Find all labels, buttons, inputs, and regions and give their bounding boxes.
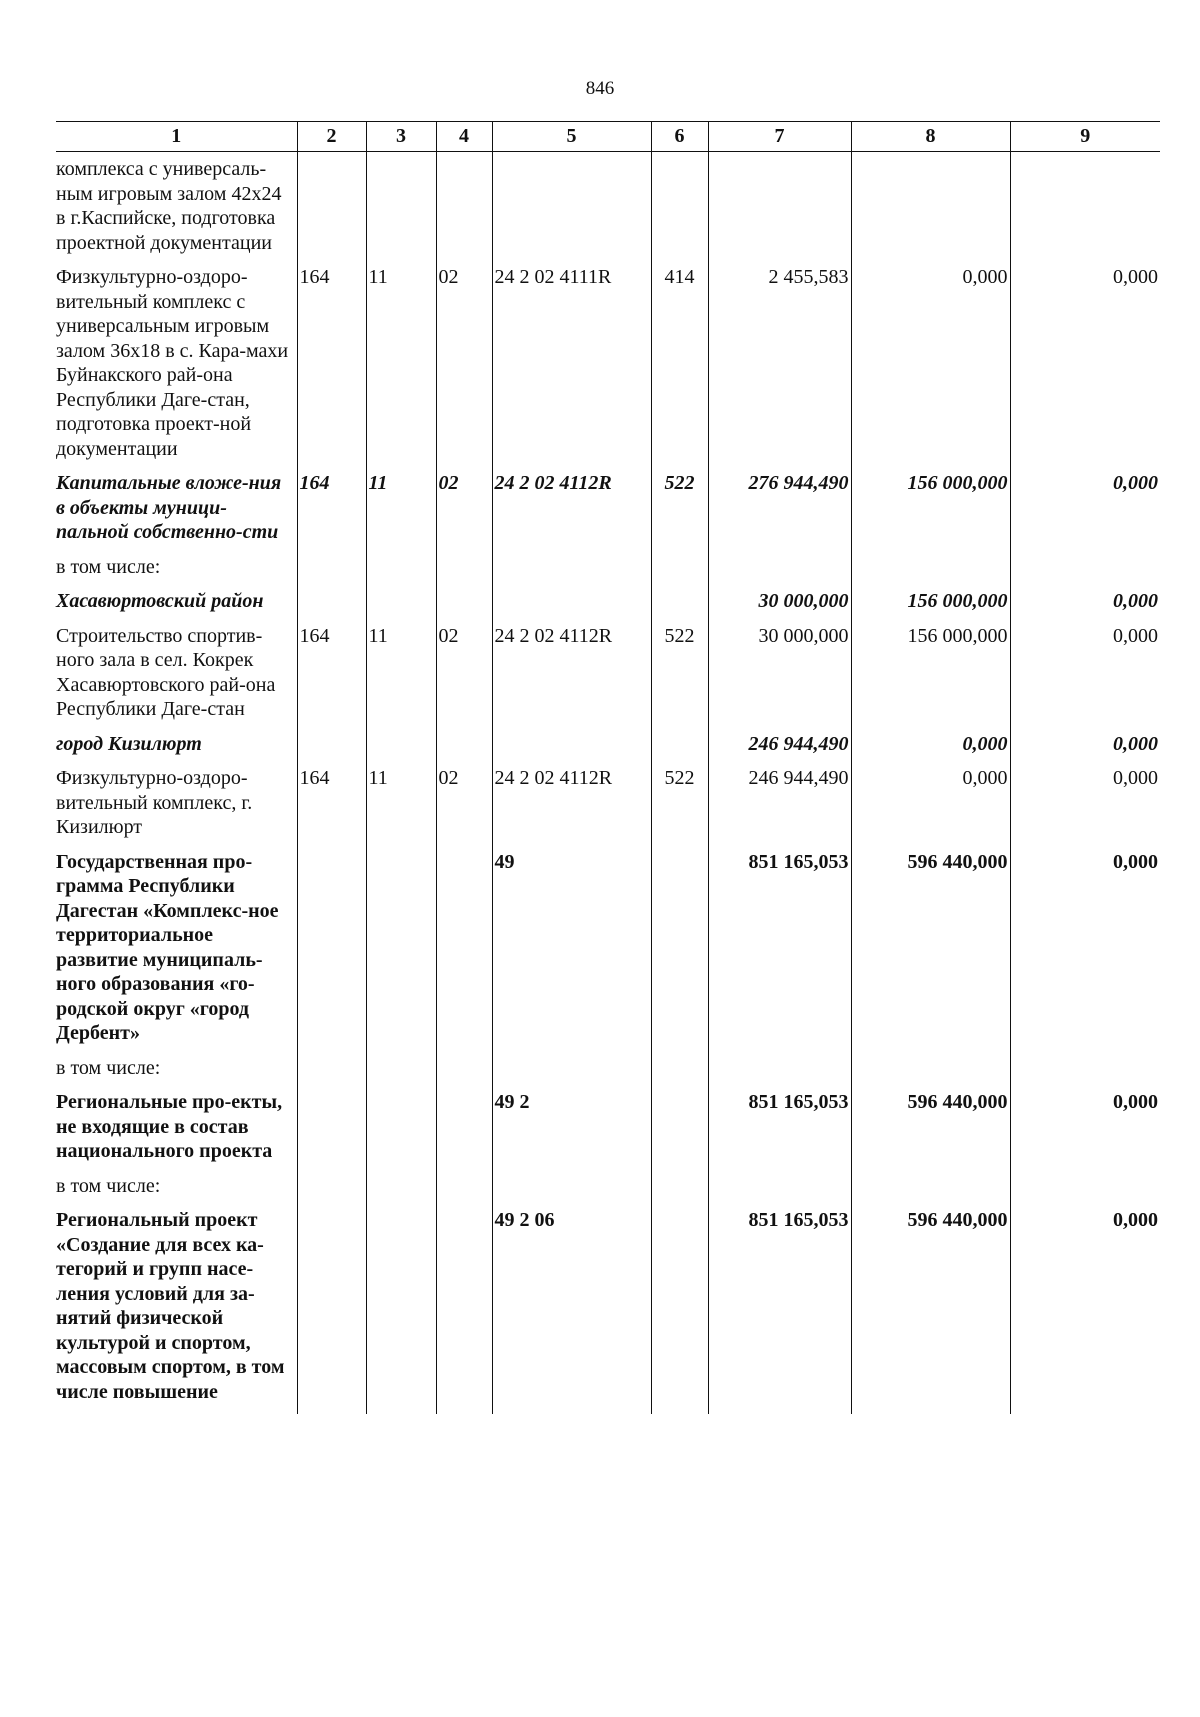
- amount-col8-cell: 0,000: [851, 766, 1010, 850]
- amount-col8-cell: 156 000,000: [851, 624, 1010, 732]
- ministry-code-cell: [297, 850, 366, 1056]
- subsection-code-cell: 02: [436, 265, 492, 471]
- section-code-cell: [366, 732, 436, 767]
- expense-type-cell: 522: [651, 766, 708, 850]
- subsection-code-cell: [436, 1056, 492, 1091]
- amount-col7-cell: [708, 152, 851, 266]
- item-description: Строительство спортив-ного зала в сел. Кокрек Хасавюртовского рай-она Республики Даге-стан: [56, 624, 297, 732]
- table-header: [56, 122, 1160, 152]
- amount-col8-cell: 156 000,000: [851, 589, 1010, 624]
- amount-col7-cell: 246 944,490: [708, 732, 851, 767]
- expense-type-cell: [651, 1056, 708, 1091]
- expense-type-cell: [651, 850, 708, 1056]
- amount-col9-cell: 0,000: [1010, 766, 1160, 850]
- target-article-cell: 24 2 02 4112R: [492, 471, 651, 555]
- amount-col9-cell: 0,000: [1010, 850, 1160, 1056]
- item-description: Физкультурно-оздоро-вительный комплекс с универсальным игровым залом 36х18 в с. Кара-махи Буйнакского рай-она Республики Даге-стан, подготовка проект-ной документации: [56, 265, 297, 471]
- subsection-code-cell: [436, 1208, 492, 1414]
- column-header: 1: [56, 122, 297, 152]
- ministry-code-cell: [297, 1208, 366, 1414]
- ministry-code-cell: [297, 555, 366, 590]
- amount-col8-cell: [851, 1056, 1010, 1091]
- amount-col8-cell: [851, 152, 1010, 266]
- column-header: 4: [436, 122, 492, 152]
- target-article-cell: 24 2 02 4112R: [492, 624, 651, 732]
- item-description: в том числе:: [56, 1174, 297, 1209]
- target-article-cell: [492, 152, 651, 266]
- table-row: [56, 766, 1160, 850]
- amount-col9-cell: 0,000: [1010, 1208, 1160, 1414]
- subsection-code-cell: [436, 1174, 492, 1209]
- expense-type-cell: [651, 1208, 708, 1414]
- expense-type-cell: [651, 589, 708, 624]
- amount-col8-cell: 596 440,000: [851, 1090, 1010, 1174]
- subsection-code-cell: 02: [436, 624, 492, 732]
- item-description: Физкультурно-оздоро-вительный комплекс, г. Кизилюрт: [56, 766, 297, 850]
- amount-col7-cell: 851 165,053: [708, 850, 851, 1056]
- table-row: [56, 1056, 1160, 1091]
- target-article-cell: 49: [492, 850, 651, 1056]
- item-description: в том числе:: [56, 1056, 297, 1091]
- target-article-cell: [492, 555, 651, 590]
- amount-col7-cell: 851 165,053: [708, 1208, 851, 1414]
- amount-col7-cell: 851 165,053: [708, 1090, 851, 1174]
- item-description: Региональные про-екты, не входящие в состав национального проекта: [56, 1090, 297, 1174]
- amount-col9-cell: [1010, 1174, 1160, 1209]
- table-row: [56, 1174, 1160, 1209]
- expense-type-cell: [651, 152, 708, 266]
- subsection-code-cell: 02: [436, 471, 492, 555]
- table-row: [56, 624, 1160, 732]
- amount-col8-cell: 0,000: [851, 265, 1010, 471]
- amount-col8-cell: [851, 1174, 1010, 1209]
- subsection-code-cell: [436, 1090, 492, 1174]
- item-description: в том числе:: [56, 555, 297, 590]
- amount-col8-cell: 156 000,000: [851, 471, 1010, 555]
- budget-table: [56, 121, 1160, 1414]
- target-article-cell: [492, 732, 651, 767]
- amount-col9-cell: 0,000: [1010, 732, 1160, 767]
- amount-col9-cell: [1010, 152, 1160, 266]
- item-description: комплекса с универсаль-ным игровым залом 42х24 в г.Каспийске, подготовка проектной документации: [56, 152, 297, 266]
- column-header: 6: [651, 122, 708, 152]
- amount-col7-cell: 2 455,583: [708, 265, 851, 471]
- expense-type-cell: [651, 1174, 708, 1209]
- ministry-code-cell: 164: [297, 766, 366, 850]
- target-article-cell: 49 2 06: [492, 1208, 651, 1414]
- ministry-code-cell: [297, 589, 366, 624]
- target-article-cell: 24 2 02 4111R: [492, 265, 651, 471]
- subsection-code-cell: 02: [436, 766, 492, 850]
- column-header: 7: [708, 122, 851, 152]
- table-row: [56, 589, 1160, 624]
- header-row: [56, 122, 1160, 152]
- item-description: Государственная про-грамма Республики Дагестан «Комплекс-ное территориальное развитие муниципаль-ного образования «го-родской округ «город Дербент»: [56, 850, 297, 1056]
- amount-col7-cell: [708, 555, 851, 590]
- item-description: Хасавюртовский район: [56, 589, 297, 624]
- column-header: 8: [851, 122, 1010, 152]
- amount-col9-cell: 0,000: [1010, 624, 1160, 732]
- amount-col9-cell: 0,000: [1010, 589, 1160, 624]
- target-article-cell: 49 2: [492, 1090, 651, 1174]
- section-code-cell: [366, 152, 436, 266]
- section-code-cell: 11: [366, 471, 436, 555]
- amount-col9-cell: [1010, 1056, 1160, 1091]
- column-header: 5: [492, 122, 651, 152]
- target-article-cell: [492, 1174, 651, 1209]
- page-number: 846: [585, 78, 615, 99]
- subsection-code-cell: [436, 555, 492, 590]
- table-row: [56, 152, 1160, 266]
- section-code-cell: [366, 1056, 436, 1091]
- table-row: [56, 732, 1160, 767]
- table-body: [56, 152, 1160, 1415]
- section-code-cell: [366, 850, 436, 1056]
- table-row: [56, 1090, 1160, 1174]
- amount-col8-cell: 0,000: [851, 732, 1010, 767]
- expense-type-cell: 414: [651, 265, 708, 471]
- amount-col8-cell: 596 440,000: [851, 1208, 1010, 1414]
- ministry-code-cell: [297, 732, 366, 767]
- expense-type-cell: 522: [651, 471, 708, 555]
- expense-type-cell: [651, 732, 708, 767]
- ministry-code-cell: [297, 152, 366, 266]
- subsection-code-cell: [436, 589, 492, 624]
- target-article-cell: 24 2 02 4112R: [492, 766, 651, 850]
- ministry-code-cell: 164: [297, 265, 366, 471]
- amount-col9-cell: [1010, 555, 1160, 590]
- section-code-cell: [366, 1090, 436, 1174]
- ministry-code-cell: 164: [297, 471, 366, 555]
- amount-col7-cell: 30 000,000: [708, 624, 851, 732]
- amount-col9-cell: 0,000: [1010, 471, 1160, 555]
- table-row: [56, 555, 1160, 590]
- column-header: 2: [297, 122, 366, 152]
- amount-col7-cell: 246 944,490: [708, 766, 851, 850]
- amount-col8-cell: [851, 555, 1010, 590]
- column-header: 9: [1010, 122, 1160, 152]
- ministry-code-cell: [297, 1090, 366, 1174]
- amount-col9-cell: 0,000: [1010, 1090, 1160, 1174]
- amount-col7-cell: 276 944,490: [708, 471, 851, 555]
- section-code-cell: [366, 1208, 436, 1414]
- target-article-cell: [492, 1056, 651, 1091]
- ministry-code-cell: [297, 1174, 366, 1209]
- subsection-code-cell: [436, 850, 492, 1056]
- amount-col8-cell: 596 440,000: [851, 850, 1010, 1056]
- subsection-code-cell: [436, 152, 492, 266]
- table-row: [56, 1208, 1160, 1414]
- table-row: [56, 850, 1160, 1056]
- amount-col9-cell: 0,000: [1010, 265, 1160, 471]
- section-code-cell: [366, 1174, 436, 1209]
- item-description: город Кизилюрт: [56, 732, 297, 767]
- target-article-cell: [492, 589, 651, 624]
- subsection-code-cell: [436, 732, 492, 767]
- amount-col7-cell: [708, 1056, 851, 1091]
- amount-col7-cell: 30 000,000: [708, 589, 851, 624]
- column-header: 3: [366, 122, 436, 152]
- section-code-cell: [366, 589, 436, 624]
- section-code-cell: 11: [366, 766, 436, 850]
- section-code-cell: [366, 555, 436, 590]
- expense-type-cell: [651, 555, 708, 590]
- expense-type-cell: 522: [651, 624, 708, 732]
- table-row: [56, 265, 1160, 471]
- ministry-code-cell: 164: [297, 624, 366, 732]
- ministry-code-cell: [297, 1056, 366, 1091]
- table-row: [56, 471, 1160, 555]
- expense-type-cell: [651, 1090, 708, 1174]
- section-code-cell: 11: [366, 624, 436, 732]
- section-code-cell: 11: [366, 265, 436, 471]
- item-description: Региональный проект «Создание для всех ка-тегорий и групп насе-ления условий для за-нятий физической культурой и спортом, массовым спортом, в том числе повышение: [56, 1208, 297, 1414]
- item-description: Капитальные вложе-ния в объекты муници-пальной собственно-сти: [56, 471, 297, 555]
- amount-col7-cell: [708, 1174, 851, 1209]
